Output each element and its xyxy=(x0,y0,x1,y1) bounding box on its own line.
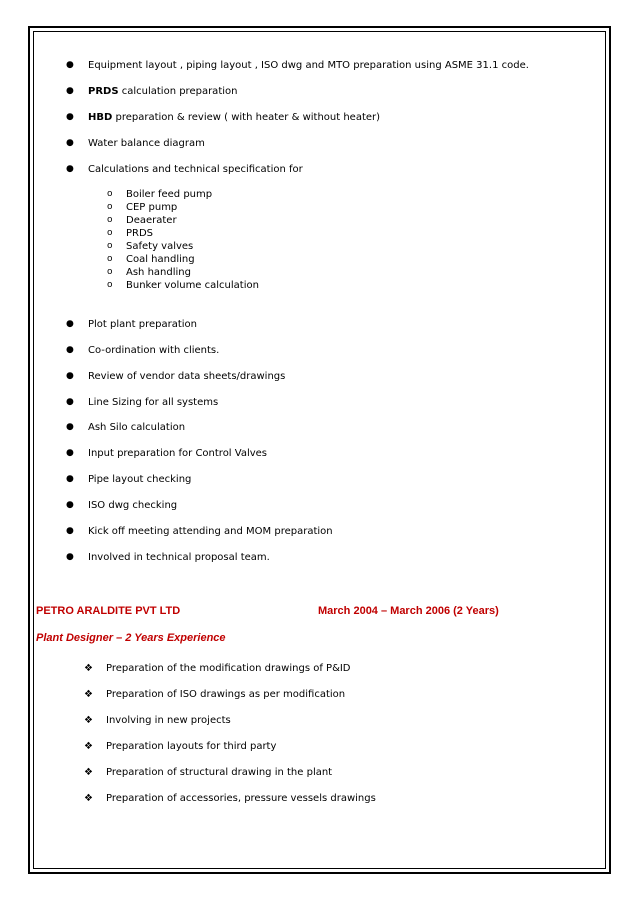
sub-bullet-icon: o xyxy=(107,228,113,238)
diamond-bullet-icon: ❖ xyxy=(84,663,93,674)
list-item-text: calculation preparation xyxy=(118,86,238,97)
duty-item: Preparation layouts for third party xyxy=(106,741,277,752)
job-role: Plant Designer – 2 Years Experience xyxy=(36,632,226,644)
bullet-icon: ● xyxy=(66,500,74,510)
sub-bullet-icon: o xyxy=(107,280,113,290)
sub-list-item: Boiler feed pump xyxy=(126,189,213,200)
diamond-bullet-icon: ❖ xyxy=(84,767,93,778)
list-item-bold: PRDS xyxy=(88,86,119,97)
sub-list-item: Coal handling xyxy=(126,254,195,265)
bullet-icon: ● xyxy=(66,86,74,96)
list-item: Plot plant preparation xyxy=(88,319,197,330)
bullet-icon: ● xyxy=(66,112,74,122)
sub-list-item: Safety valves xyxy=(126,241,194,252)
bullet-icon: ● xyxy=(66,474,74,484)
list-item-bold: HBD xyxy=(88,112,113,123)
bullet-icon: ● xyxy=(66,319,74,329)
duty-item: Preparation of accessories, pressure vessels drawings xyxy=(106,793,376,804)
list-item xyxy=(88,85,237,98)
sub-list-item: Bunker volume calculation xyxy=(126,280,259,291)
bullet-icon: ● xyxy=(66,371,74,381)
bullet-icon: ● xyxy=(66,526,74,536)
sub-list-item: Ash handling xyxy=(126,267,191,278)
list-item: Line Sizing for all systems xyxy=(88,397,219,408)
duty-item: Preparation of the modification drawings of P&ID xyxy=(106,663,351,674)
sub-bullet-icon: o xyxy=(107,202,113,212)
list-item: Water balance diagram xyxy=(88,138,205,149)
list-item: Pipe layout checking xyxy=(88,474,192,485)
list-item-text: preparation & review ( with heater & without heater) xyxy=(112,112,381,123)
sub-bullet-icon: o xyxy=(107,254,113,264)
list-item: Equipment layout , piping layout , ISO dwg and MTO preparation using ASME 31.1 code. xyxy=(88,60,529,71)
list-item: Co-ordination with clients. xyxy=(88,345,220,356)
diamond-bullet-icon: ❖ xyxy=(84,741,93,752)
sub-bullet-icon: o xyxy=(107,241,113,251)
company-name: PETRO ARALDITE PVT LTD xyxy=(36,605,181,617)
sub-bullet-icon: o xyxy=(107,189,113,199)
duty-item: Preparation of ISO drawings as per modification xyxy=(106,689,346,700)
bullet-icon: ● xyxy=(66,397,74,407)
bullet-icon: ● xyxy=(66,138,74,148)
bullet-icon: ● xyxy=(66,552,74,562)
list-item xyxy=(88,111,380,124)
diamond-bullet-icon: ❖ xyxy=(84,715,93,726)
sub-list-item: Deaerater xyxy=(126,215,177,226)
list-item: Calculations and technical specification for xyxy=(88,164,303,175)
duty-item: Involving in new projects xyxy=(106,715,231,726)
sub-list-item: PRDS xyxy=(126,228,154,239)
bullet-icon: ● xyxy=(66,164,74,174)
bullet-icon: ● xyxy=(66,345,74,355)
employment-dates: March 2004 – March 2006 (2 Years) xyxy=(318,605,499,617)
list-item: Involved in technical proposal team. xyxy=(88,552,270,563)
bullet-icon: ● xyxy=(66,422,74,432)
list-item: ISO dwg checking xyxy=(88,500,178,511)
list-item: Ash Silo calculation xyxy=(88,422,186,433)
diamond-bullet-icon: ❖ xyxy=(84,689,93,700)
bullet-icon: ● xyxy=(66,448,74,458)
duty-item: Preparation of structural drawing in the plant xyxy=(106,767,333,778)
list-item: Kick off meeting attending and MOM preparation xyxy=(88,526,333,537)
sub-bullet-icon: o xyxy=(107,267,113,277)
diamond-bullet-icon: ❖ xyxy=(84,793,93,804)
list-item: Review of vendor data sheets/drawings xyxy=(88,371,286,382)
bullet-icon: ● xyxy=(66,60,74,70)
sub-list-item: CEP pump xyxy=(126,202,178,213)
sub-bullet-icon: o xyxy=(107,215,113,225)
list-item: Input preparation for Control Valves xyxy=(88,448,268,459)
